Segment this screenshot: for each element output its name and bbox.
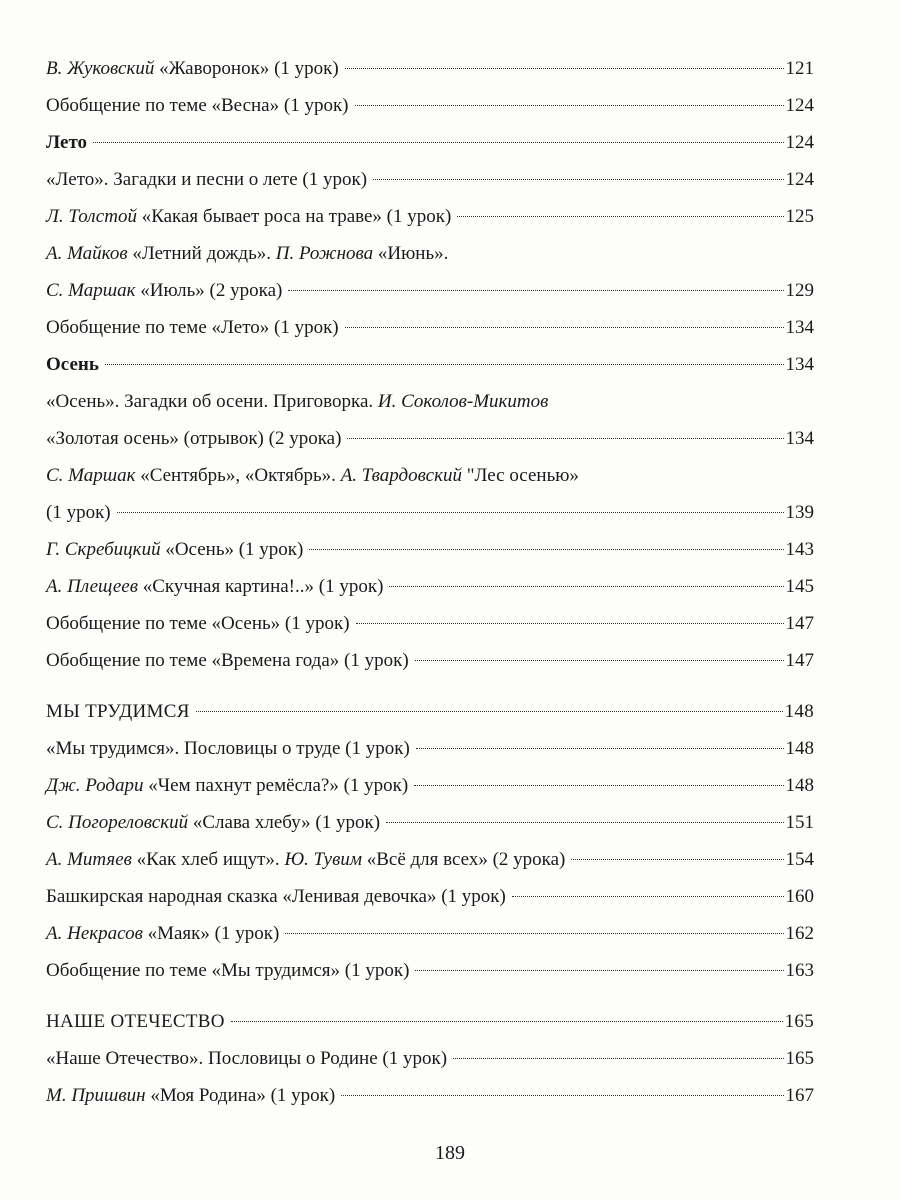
dot-leader <box>415 970 783 971</box>
entry-author: А. Твардовский <box>340 465 462 486</box>
entry-page: 143 <box>785 539 814 560</box>
entry-page: 134 <box>785 317 814 338</box>
dot-leader <box>341 1095 783 1096</box>
entry-page: 134 <box>785 428 814 449</box>
entry-title: «Июль» (2 урока) <box>140 280 283 301</box>
entry-page: 124 <box>785 132 814 153</box>
dot-leader <box>457 216 783 217</box>
entry-author: А. Майков <box>46 243 128 264</box>
entry-title: «Летний дождь». <box>132 243 271 264</box>
entry-page: 147 <box>785 613 814 634</box>
toc-entry <box>46 383 814 457</box>
entry-title: «Сентябрь», «Октябрь». <box>140 465 336 486</box>
entry-author: И. Соколов-Микитов <box>377 391 549 412</box>
entry-author: А. Плещеев <box>46 576 138 597</box>
toc-subsection <box>46 124 814 161</box>
entry-author: С. Погореловский <box>46 812 189 833</box>
toc-entry <box>46 952 814 989</box>
entry-title: Обобщение по теме «Весна» (1 урок) <box>46 95 349 116</box>
dot-leader <box>416 748 784 749</box>
entry-title: Обобщение по теме «Лето» (1 урок) <box>46 317 339 338</box>
entry-title: «Июнь». <box>377 243 449 264</box>
entry-title: «Осень». Загадки об осени. Приговорка. <box>46 391 374 412</box>
entry-title: «Скучная картина!..» (1 урок) <box>142 576 384 597</box>
entry-page: 151 <box>785 812 814 833</box>
dot-leader <box>285 933 783 934</box>
entry-page: 160 <box>785 886 814 907</box>
entry-page: 165 <box>785 1048 814 1069</box>
entry-page: 124 <box>785 169 814 190</box>
toc-entry <box>46 730 814 767</box>
dot-leader <box>415 660 784 661</box>
entry-page: 124 <box>785 95 814 116</box>
entry-title: Башкирская народная сказка «Ленивая девочка» (1 урок) <box>46 886 506 907</box>
entry-page: 129 <box>785 280 814 301</box>
toc-entry <box>46 161 814 198</box>
entry-title: «Мы трудимся». Пословицы о труде (1 урок) <box>46 738 410 759</box>
toc-entry <box>46 804 814 841</box>
entry-page: 162 <box>785 923 814 944</box>
entry-title: Обобщение по теме «Осень» (1 урок) <box>46 613 350 634</box>
table-of-contents <box>46 50 814 1114</box>
entry-page: 163 <box>785 960 814 981</box>
entry-author: Ю. Тувим <box>284 849 362 870</box>
toc-subsection <box>46 346 814 383</box>
entry-title: «Моя Родина» (1 урок) <box>150 1085 336 1106</box>
entry-author: Л. Толстой <box>46 206 137 227</box>
dot-leader <box>512 896 784 897</box>
dot-leader <box>414 785 783 786</box>
section-title: НАШЕ ОТЕЧЕСТВО <box>46 1011 225 1032</box>
toc-entry <box>46 198 814 235</box>
toc-entry <box>46 50 814 87</box>
entry-title: «Маяк» (1 урок) <box>147 923 280 944</box>
entry-page: 148 <box>785 775 814 796</box>
section-spacer <box>46 989 814 1003</box>
entry-title: «Как хлеб ищут». <box>136 849 280 870</box>
subsection-title: Лето <box>46 132 88 153</box>
entry-page: 147 <box>785 650 814 671</box>
entry-page: 125 <box>785 206 814 227</box>
dot-leader <box>389 586 783 587</box>
toc-entry <box>46 915 814 952</box>
dot-leader <box>105 364 784 365</box>
dot-leader <box>309 549 783 550</box>
toc-entry <box>46 605 814 642</box>
entry-page: 145 <box>785 576 814 597</box>
dot-leader <box>93 142 783 143</box>
toc-entry <box>46 457 814 531</box>
entry-page: 134 <box>785 354 814 375</box>
entry-title: (1 урок) <box>46 502 111 523</box>
dot-leader <box>453 1058 783 1059</box>
entry-page: 148 <box>785 738 814 759</box>
toc-entry <box>46 642 814 679</box>
toc-entry <box>46 1077 814 1114</box>
entry-page: 139 <box>785 502 814 523</box>
toc-entry <box>46 309 814 346</box>
section-spacer <box>46 679 814 693</box>
entry-author: П. Рожнова <box>275 243 374 264</box>
section-title: МЫ ТРУДИМСЯ <box>46 701 190 722</box>
entry-page: 165 <box>784 1011 814 1032</box>
entry-title: «Наше Отечество». Пословицы о Родине (1 урок) <box>46 1048 448 1069</box>
entry-page: 167 <box>785 1085 814 1106</box>
entry-title: «Чем пахнут ремёсла?» (1 урок) <box>148 775 409 796</box>
page-number: 189 <box>435 1142 465 1164</box>
entry-title: "Лес осенью» <box>466 465 579 486</box>
entry-author: С. Маршак <box>46 465 136 486</box>
entry-author: Дж. Родари <box>46 775 144 796</box>
entry-title: «Какая бывает роса на траве» (1 урок) <box>141 206 452 227</box>
entry-page: 148 <box>784 701 814 722</box>
dot-leader <box>356 623 784 624</box>
toc-entry <box>46 531 814 568</box>
entry-title: Обобщение по теме «Мы трудимся» (1 урок) <box>46 960 410 981</box>
dot-leader <box>373 179 783 180</box>
entry-title: «Лето». Загадки и песни о лете (1 урок) <box>46 169 368 190</box>
subsection-title: Осень <box>46 354 99 375</box>
dot-leader <box>231 1021 783 1022</box>
entry-author: М. Пришвин <box>46 1085 146 1106</box>
dot-leader <box>117 512 784 513</box>
dot-leader <box>345 327 784 328</box>
dot-leader <box>386 822 783 823</box>
entry-author: В. Жуковский <box>46 58 155 79</box>
entry-title: «Осень» (1 урок) <box>165 539 304 560</box>
toc-section <box>46 1003 814 1040</box>
dot-leader <box>347 438 783 439</box>
dot-leader <box>345 68 784 69</box>
entry-title: «Всё для всех» (2 урока) <box>366 849 566 870</box>
toc-entry <box>46 767 814 804</box>
toc-entry <box>46 841 814 878</box>
toc-section <box>46 693 814 730</box>
toc-entry <box>46 1040 814 1077</box>
dot-leader <box>355 105 784 106</box>
toc-entry <box>46 235 814 309</box>
entry-title: «Слава хлебу» (1 урок) <box>192 812 381 833</box>
toc-entry <box>46 878 814 915</box>
entry-title: «Золотая осень» (отрывок) (2 урока) <box>46 428 342 449</box>
dot-leader <box>196 711 783 712</box>
entry-author: С. Маршак <box>46 280 136 301</box>
entry-title: Обобщение по теме «Времена года» (1 урок) <box>46 650 409 671</box>
entry-page: 121 <box>785 58 814 79</box>
toc-entry <box>46 87 814 124</box>
entry-author: А. Некрасов <box>46 923 143 944</box>
entry-author: Г. Скребицкий <box>46 539 161 560</box>
entry-author: А. Митяев <box>46 849 132 870</box>
dot-leader <box>571 859 783 860</box>
toc-entry <box>46 568 814 605</box>
entry-title: «Жаворонок» (1 урок) <box>159 58 339 79</box>
dot-leader <box>288 290 783 291</box>
entry-page: 154 <box>785 849 814 870</box>
